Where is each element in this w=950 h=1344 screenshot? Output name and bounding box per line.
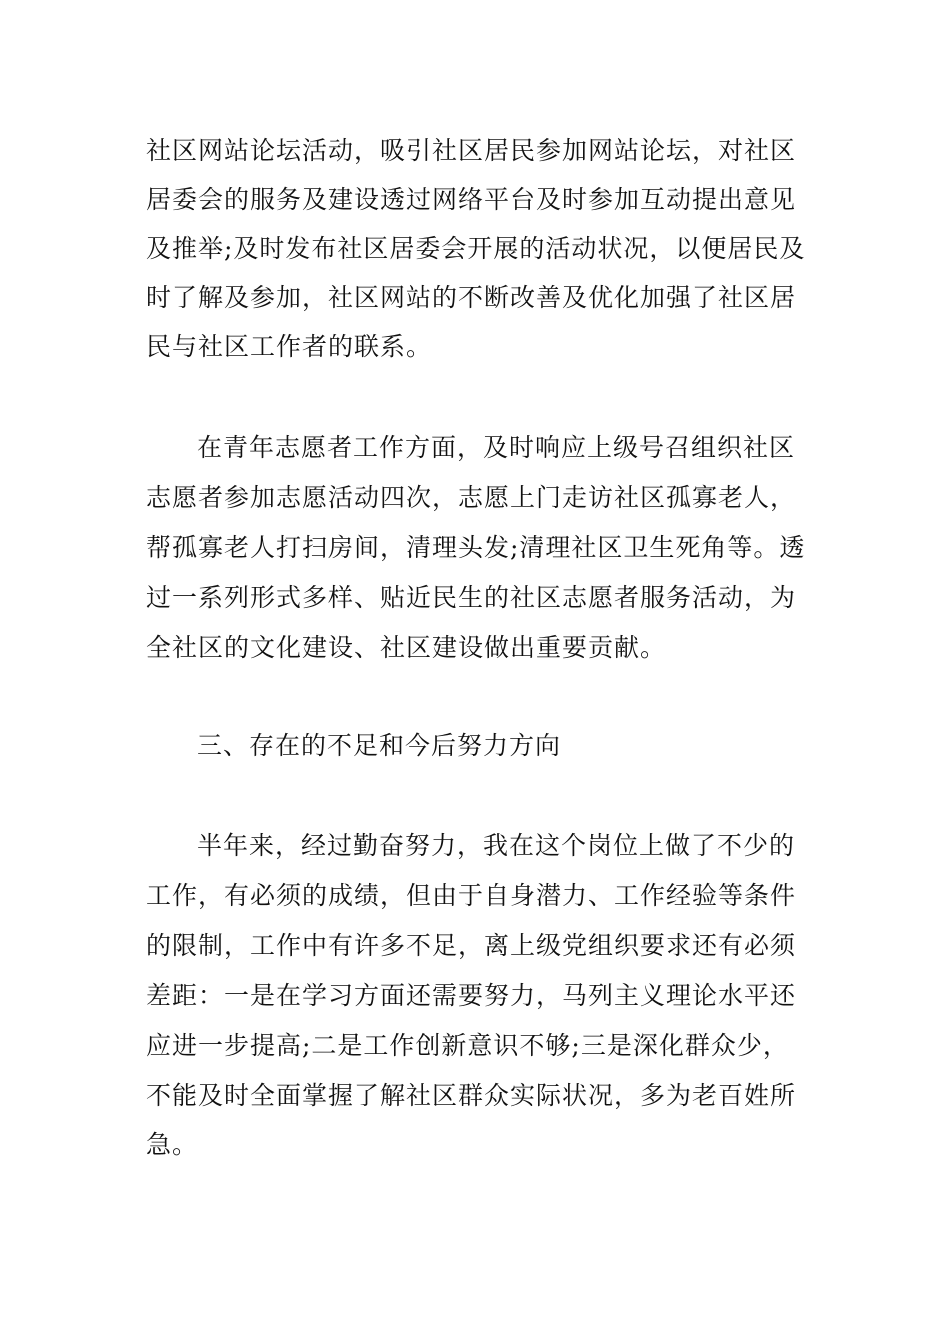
paragraph-3-line-3: 的限制，工作中有许多不足，离上级党组织要求还有必须 bbox=[146, 931, 797, 960]
paragraph-1-line-4: 时了解及参加，社区网站的不断改善及优化加强了社区居 bbox=[146, 283, 797, 312]
paragraph-3-line-1: 半年来，经过勤奋努力，我在这个岗位上做了不少的 bbox=[197, 831, 796, 860]
paragraph-1-line-3: 及推举;及时发布社区居委会开展的活动状况，以便居民及 bbox=[146, 234, 806, 263]
paragraph-3-line-4: 差距：一是在学习方面还需要努力，马列主义理论水平还 bbox=[146, 981, 797, 1010]
paragraph-3-line-6: 不能及时全面掌握了解社区群众实际状况，多为老百姓所 bbox=[146, 1081, 797, 1110]
paragraph-3-line-5: 应进一步提高;二是工作创新意识不够;三是深化群众少， bbox=[146, 1031, 789, 1060]
paragraph-2-line-2: 志愿者参加志愿活动四次，志愿上门走访社区孤寡老人， bbox=[146, 483, 797, 512]
paragraph-3-line-7: 急。 bbox=[146, 1130, 199, 1159]
paragraph-2-line-1: 在青年志愿者工作方面，及时响应上级号召组织社区 bbox=[197, 433, 796, 462]
paragraph-3-line-2: 工作，有必须的成绩，但由于自身潜力、工作经验等条件 bbox=[146, 881, 797, 910]
paragraph-1-line-2: 居委会的服务及建设透过网络平台及时参加互动提出意见 bbox=[146, 185, 797, 214]
paragraph-1-line-5: 民与社区工作者的联系。 bbox=[146, 332, 433, 361]
section-heading: 三、存在的不足和今后努力方向 bbox=[197, 731, 562, 760]
paragraph-2-line-3: 帮孤寡老人打扫房间，清理头发;清理社区卫生死角等。透 bbox=[146, 533, 806, 562]
paragraph-2-line-5: 全社区的文化建设、社区建设做出重要贡献。 bbox=[146, 633, 667, 662]
paragraph-1-line-1: 社区网站论坛活动，吸引社区居民参加网站论坛，对社区 bbox=[146, 136, 797, 165]
paragraph-2-line-4: 过一系列形式多样、贴近民生的社区志愿者服务活动，为 bbox=[146, 583, 797, 612]
